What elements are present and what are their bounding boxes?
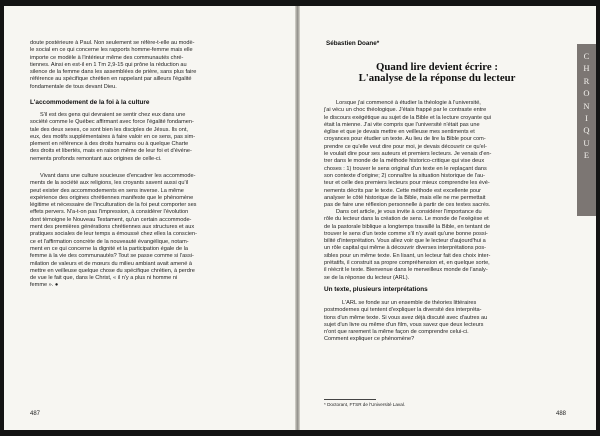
right-page	[300, 6, 596, 430]
right-paragraph-1: j'ai vécu un choc théologique. J'étais frappé par le contraste entre le discours exégétique au sujet de la Bible et la lecture croyante qui était la mienne. J'ai vite compris que l'université n'était pas une église et que je devais mettre en veilleuse mes sentiments et croyances pour étudier un texte. Au lieu de lire la Bible pour com- prendre ce qu'elle veut dire pour moi, je devais découvrir ce qu'el- le voulait dire pour ses auteurs et premiers lecteurs. Je venais d'en- trer dans le monde de la méthode historico-critique qui vise deux choses : 1) trouver le sens original d'un texte en le replaçant dans son contexte d'origine; 2) connaître la situation historique de l'au- teur et celle des premiers lecteurs pour mieux comprendre les évé- nements décrits par le texte. Cette méthode est excellente pour analyser le côté historique de la Bible, mais elle ne me permettait pas de faire une réflexion personnelle à partir de ces textes sacrés.	[324, 107, 492, 209]
side-tab-letter: C	[583, 51, 590, 61]
footnote: * Doctorant, FTSR de l'Université Laval.	[324, 402, 406, 407]
side-tab-letter: H	[583, 63, 590, 74]
left-page-number: 487	[30, 411, 41, 417]
side-tab-letter: N	[583, 100, 590, 111]
article-title-line-2: L'analyse de la réponse du lecteur	[358, 72, 516, 84]
author-name: Sébastien Doane*	[326, 40, 380, 47]
left-paragraph-3: ments de la société aux religions, les croyants savent aussi qu'il peut exister des accommodements en sens inverse. La même expérience des origines chrétiennes manifeste que le phénomène légitime et nécessaire de l'inculturation de la foi peut comporter ses effets pervers. N'a-t-on pas l'impression, à considérer l'évolution dont témoigne le Nouveau Testament, qu'un certain accommode- ment des premières générations chrétiennes aux structures et aux pratiques sociales de leur temps a émoussé chez elles la conscien- ce et l'affirmation concrète de la nouveauté évangélique, notam- ment en ce qui concerne la dignité et la participation égale de la femme à la vie des communautés? Tout se passe comme si l'assi- milation de valeurs et de mœurs du milieu ambiant avait amené à mettre en veilleuse quelque chose du spécifique chrétien, à perdre de vue le fait que, dans le Christ, « il n'y a plus ni homme ni femme ». ●	[30, 180, 197, 289]
right-paragraph-3: postmodernes qui tentent d'expliquer la diversité des interpréta- tions d'un même texte. Si vous avez déjà discuté avec d'autres au sujet d'un livre ou même d'un film, vous savez que deux lecteurs n'ont que rarement la même façon de comprendre celui-ci. Comment expliquer ce phénomène?	[324, 307, 488, 343]
left-paragraph-1: doute postérieure à Paul. Non seulement se réfère-t-elle au modè- le social en ce qui concerne les rapports homme-femme mais elle importe ce modèle à l'intérieur même des communautés chré- tiennes. Ainsi en est-il en 1 Tm 2,9-15 qui prône la réduction au silence de la femme dans les assemblées de prière, sans plus faire référence au spécifique chrétien en rappelant par ailleurs l'égalité fondamentale de tous devant Dieu.	[30, 40, 197, 90]
left-section-heading: L'accommodement de la foi à la culture	[30, 99, 150, 106]
right-paragraph-1-first-line: Lorsque j'ai commencé à étudier la théologie à l'université,	[336, 100, 481, 106]
side-tab-letter: Q	[583, 125, 590, 136]
side-tab-letter: R	[583, 75, 590, 86]
chronique-side-tab	[577, 44, 596, 216]
left-page	[4, 6, 295, 430]
left-paragraph-3-first-line: Vivant dans une culture soucieuse d'encadrer les accommode-	[40, 173, 196, 179]
side-tab-letter: U	[583, 137, 590, 148]
side-tab-letter: E	[583, 150, 590, 161]
footnote-rule	[324, 399, 376, 400]
left-paragraph-2: société comme le Québec affirmant avec force l'égalité fondamen- tale des deux sexes, ce sont bien les disciples de Jésus. Ils ont, eux, des motifs supplémentaires à faire valoir en ce sens, pas sim- plement en référence à des droits humains ou à quelque Charte des droits et libertés, mais en raison même de leur foi et d'événe- nements profonds remontant aux origines de celle-ci.	[30, 119, 196, 162]
right-paragraph-3-first-line: L'ARL se fonde sur un ensemble de théories littéraires	[342, 300, 477, 306]
right-paragraph-2-first-line: Dans cet article, je vous invite à considérer l'importance du	[336, 209, 482, 215]
side-tab-letter: I	[585, 113, 588, 124]
left-paragraph-2-first-line: S'il est des gens qui devraient se sentir chez eux dans une	[40, 112, 186, 118]
right-paragraph-2: rôle du lecteur dans la création de sens. Le monde de l'exégèse et de la pastorale biblique a longtemps travaillé la Bible, en tentant de trouver le sens d'un texte comme s'il n'y avait qu'une bonne possi- bilité d'interprétation. Vous allez voir que le lecteur d'aujourd'hui a un rôle capital qui même à découvrir diverses interprétations pos- sibles pour un même texte. En lisant, un lecteur fait des choix inter- prétatifs, il construit sa propre compréhension et, en quelque sorte, il réécrit le texte. Bienvenue dans le merveilleux monde de l'analy- se de la réponse du lecteur (ARL).	[324, 216, 491, 281]
right-section-heading: Un texte, plusieurs interprétations	[324, 286, 428, 293]
article-title-line-1: Quand lire devient écrire :	[376, 61, 498, 73]
side-tab-letters	[577, 50, 596, 162]
right-page-number: 488	[555, 411, 566, 417]
side-tab-letter: O	[583, 88, 590, 99]
